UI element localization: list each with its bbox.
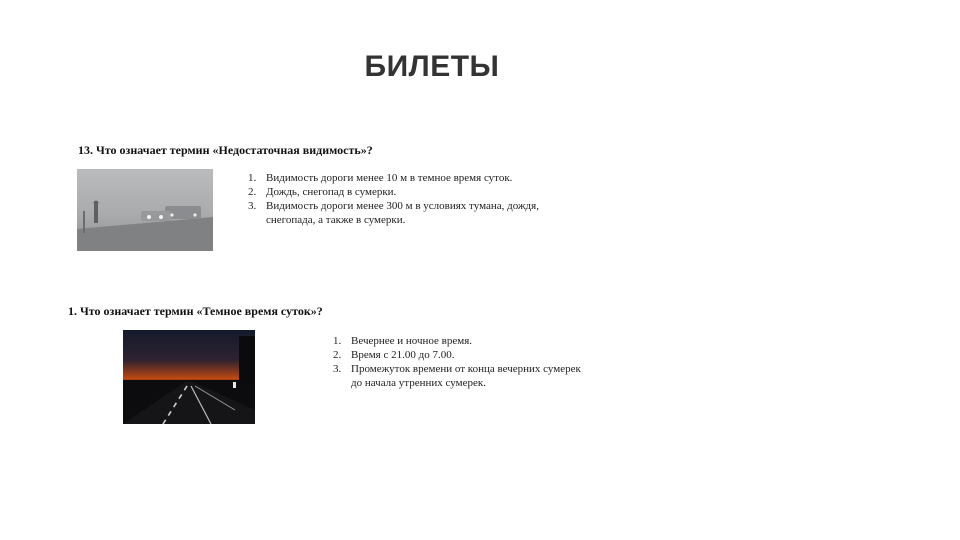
answer-number: 3. — [248, 200, 257, 212]
slide-title: БИЛЕТЫ — [364, 50, 500, 83]
answer-text: Видимость дороги менее 10 м в темное время суток. — [266, 172, 513, 184]
answer-text: Время с 21.00 до 7.00. — [351, 349, 455, 361]
foggy-road-image — [77, 169, 213, 251]
answer-option — [333, 348, 593, 362]
answer-number: 2. — [248, 186, 257, 198]
answer-option — [248, 199, 548, 227]
answer-list — [333, 334, 593, 390]
answer-number: 2. — [333, 349, 342, 361]
answer-list — [248, 171, 548, 227]
answer-text: Видимость дороги менее 300 м в условиях тумана, дождя, снегопада, а также в сумерки. — [266, 200, 539, 226]
night-road-image — [123, 330, 255, 424]
answer-option — [333, 334, 593, 348]
answer-text: Дождь, снегопад в сумерки. — [266, 186, 397, 198]
question-title: 1. Что означает термин «Темное время суток»? — [68, 304, 323, 318]
answer-number: 3. — [333, 363, 342, 375]
question-title: 13. Что означает термин «Недостаточная видимость»? — [78, 143, 373, 157]
answer-option — [248, 171, 548, 185]
answer-text: Вечернее и ночное время. — [351, 335, 473, 347]
answer-option — [333, 362, 593, 390]
answer-number: 1. — [333, 335, 342, 347]
answer-number: 1. — [248, 172, 257, 184]
answer-option — [248, 185, 548, 199]
answer-text: Промежуток времени от конца вечерних сумерек до начала утренних сумерек. — [351, 363, 581, 389]
